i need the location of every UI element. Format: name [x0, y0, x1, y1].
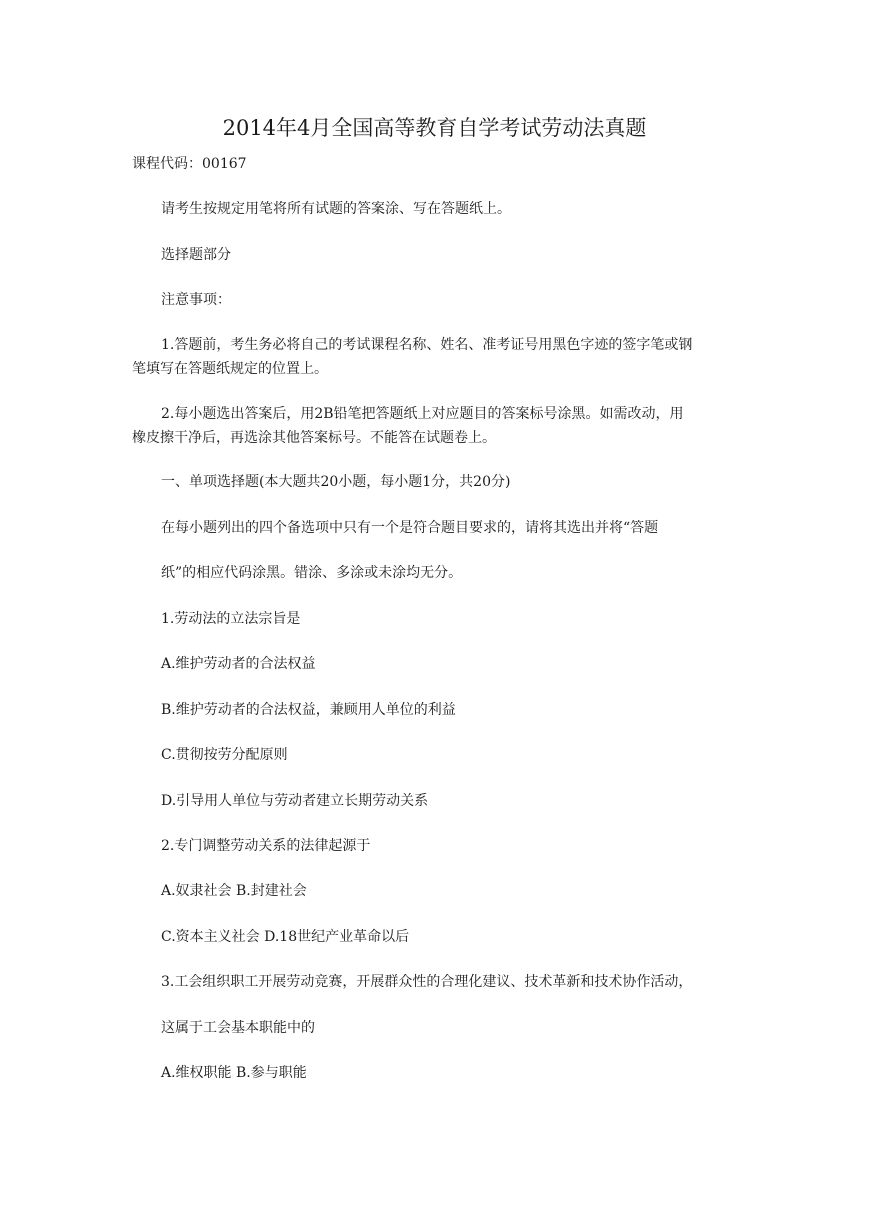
section-label: 选择题部分 [161, 247, 231, 263]
question-1-option-c: C.贯彻按劳分配原则 [161, 747, 288, 763]
question-1-option-a: A.维护劳动者的合法权益 [161, 656, 316, 672]
part-description-line-2: 纸”的相应代码涂黑。错涂、多涂或未涂均无分。 [161, 565, 463, 581]
question-3-options-ab: A.维权职能 B.参与职能 [161, 1065, 307, 1081]
question-3-stem-line-2: 这属于工会基本职能中的 [161, 1020, 315, 1036]
instruction-text: 请考生按规定用笔将所有试题的答案涂、写在答题纸上。 [161, 201, 511, 217]
document-title: 2014年4月全国高等教育自学考试劳动法真题 [222, 116, 647, 140]
question-2-options-cd: C.资本主义社会 D.18世纪产业革命以后 [161, 929, 410, 945]
notice-2-line-1: 2.每小题选出答案后，用2B铅笔把答题纸上对应题目的答案标号涂黑。如需改动，用 [161, 406, 684, 422]
question-2-options-ab: A.奴隶社会 B.封建社会 [161, 883, 307, 899]
question-1-option-d: D.引导用人单位与劳动者建立长期劳动关系 [161, 793, 429, 809]
notice-label: 注意事项： [161, 292, 231, 308]
question-3-stem-line-1: 3.工会组织职工开展劳动竞赛，开展群众性的合理化建议、技术革新和技术协作活动， [161, 974, 693, 990]
question-1-option-b: B.维护劳动者的合法权益，兼顾用人单位的利益 [161, 702, 456, 718]
notice-1-line-2: 笔填写在答题纸规定的位置上。 [132, 361, 328, 377]
question-1-stem: 1.劳动法的立法宗旨是 [161, 611, 301, 627]
part-description-line-1: 在每小题列出的四个备选项中只有一个是符合题目要求的，请将其选出并将“答题 [161, 520, 659, 536]
part-heading: 一、单项选择题(本大题共20小题，每小题1分，共20分) [161, 474, 511, 490]
notice-2-line-2: 橡皮擦干净后，再选涂其他答案标号。不能答在试题卷上。 [132, 430, 496, 446]
notice-1-line-1: 1.答题前，考生务必将自己的考试课程名称、姓名、准考证号用黑色字迹的签字笔或钢 [161, 337, 693, 353]
course-code: 课程代码：00167 [132, 156, 247, 172]
question-2-stem: 2.专门调整劳动关系的法律起源于 [161, 838, 371, 854]
